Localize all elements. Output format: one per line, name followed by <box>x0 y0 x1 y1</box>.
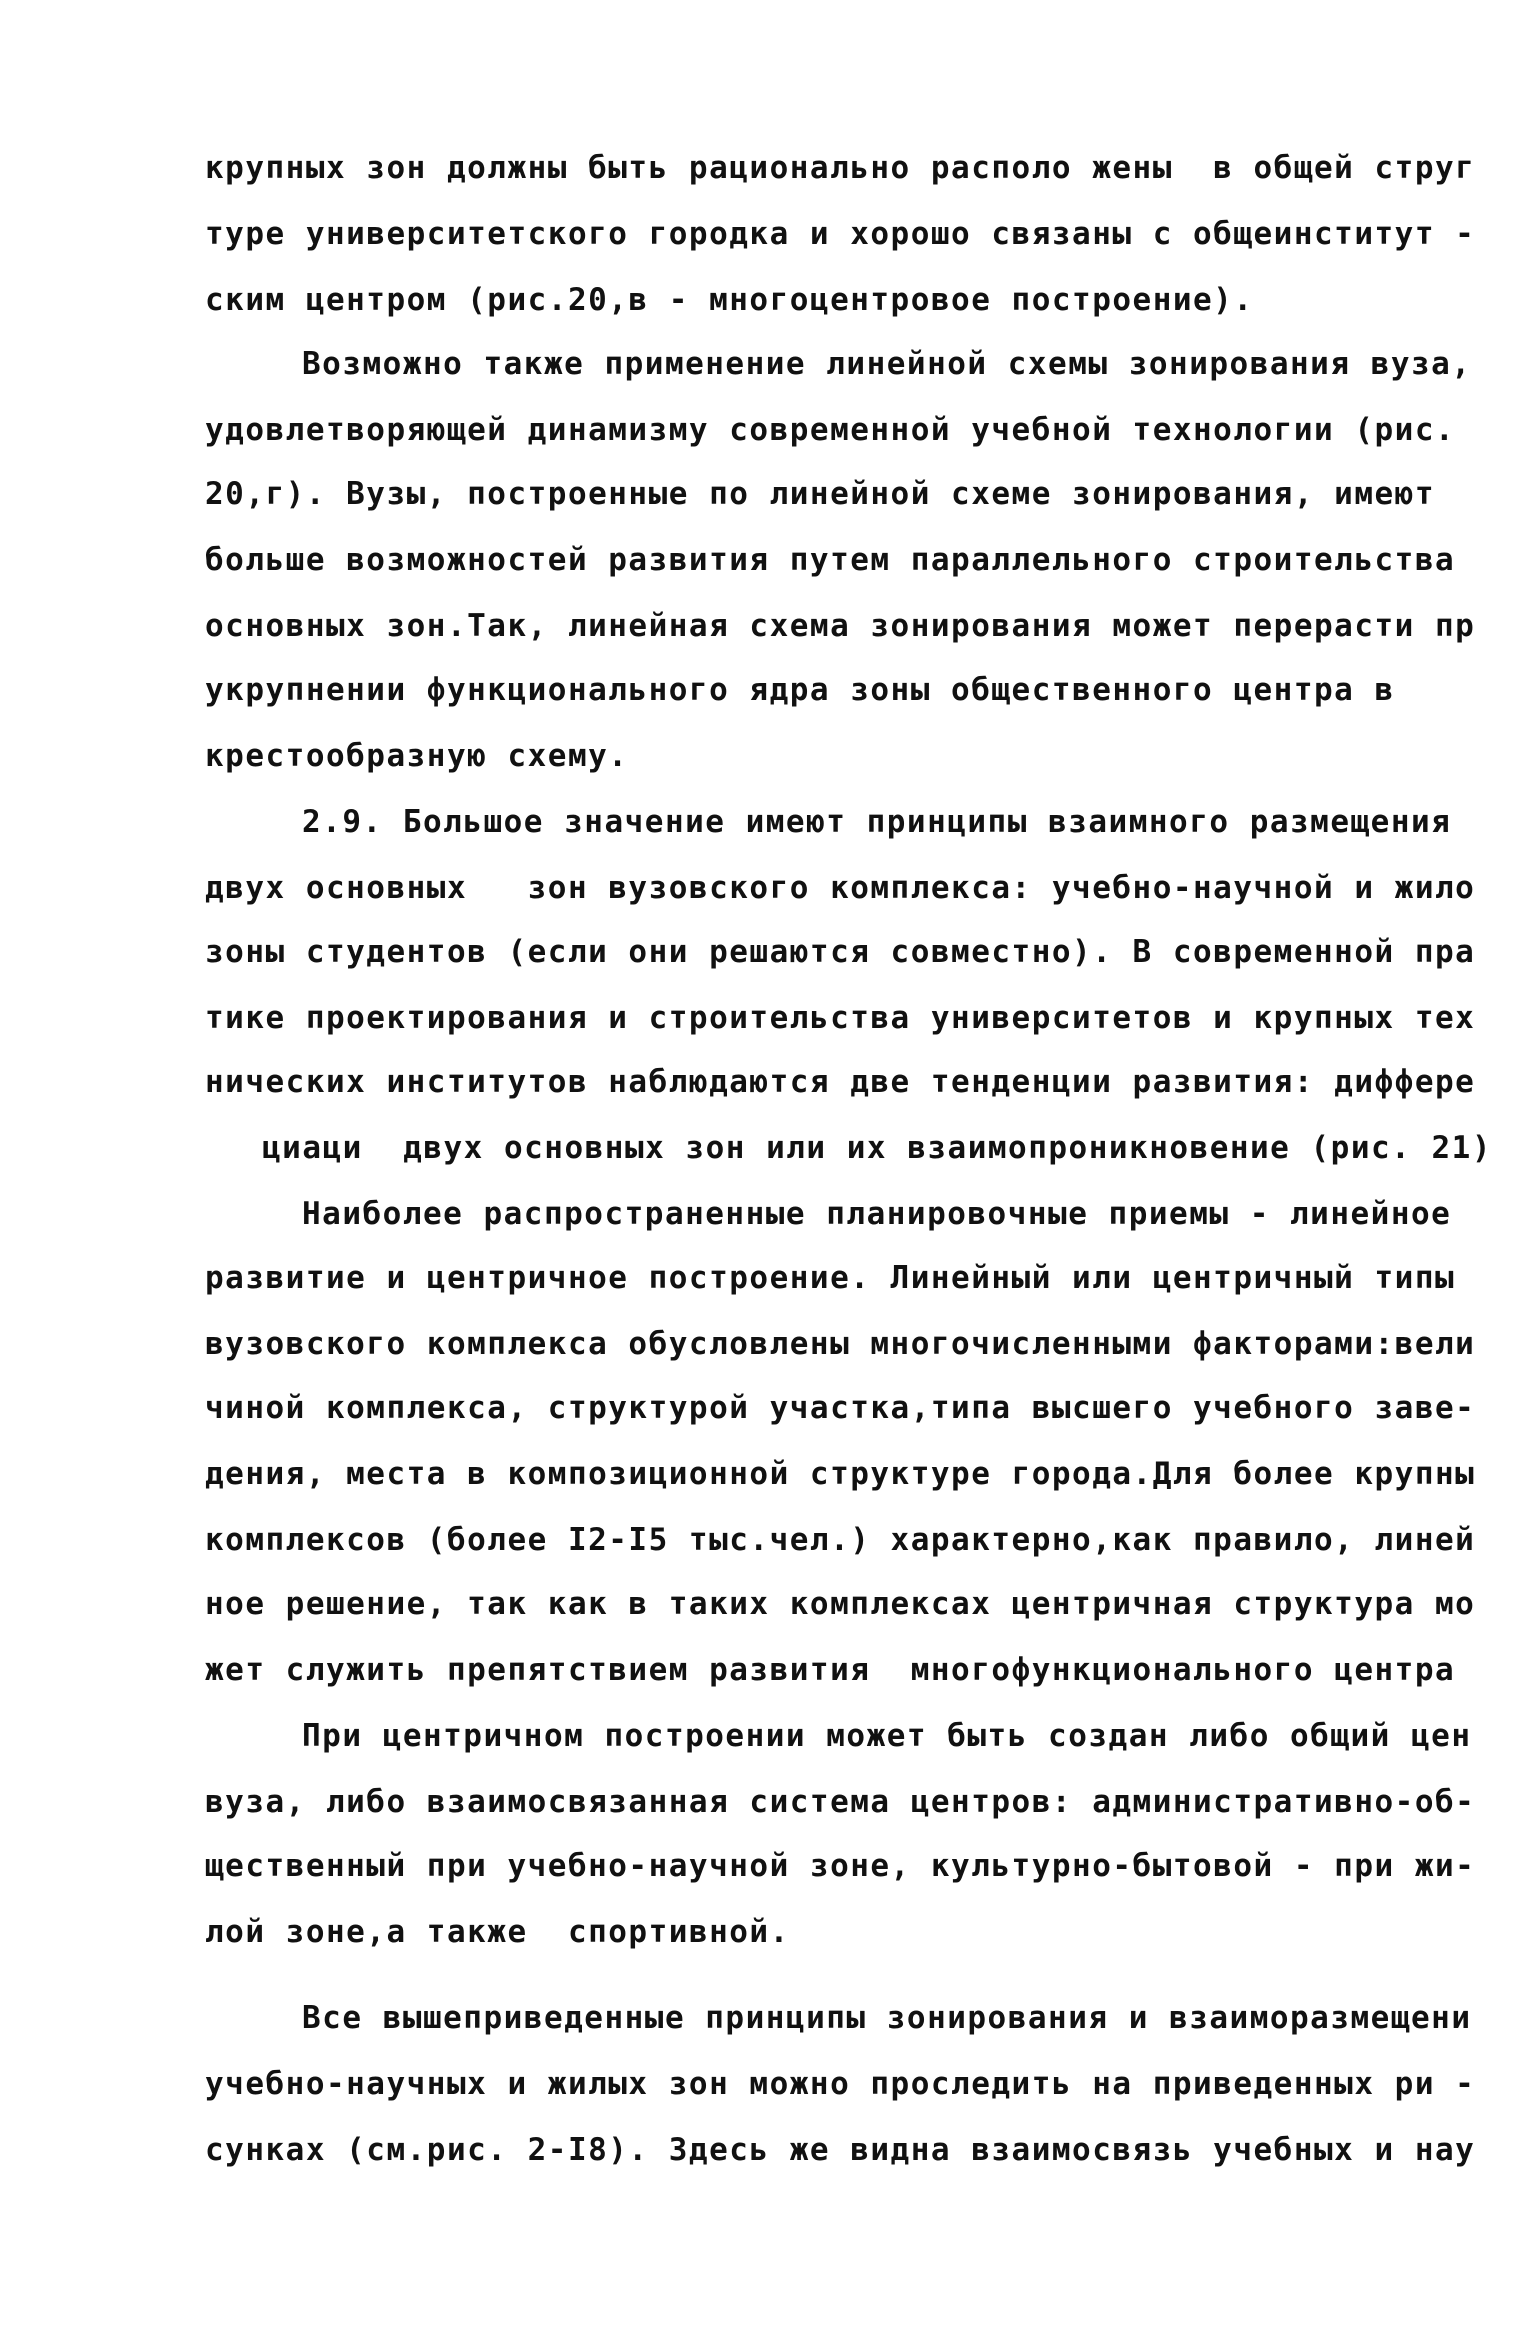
text-line: вузовского комплекса обусловлены многочисленными факторами:вели <box>205 1326 1476 1362</box>
text-line: ное решение, так как в таких комплексах центричная структура мо <box>205 1586 1476 1622</box>
text-line: жет служить препятствием развития многофункционального центра <box>205 1652 1456 1688</box>
text-line: двух основных зон вузовского комплекса: учебно-научной и жило <box>205 870 1476 906</box>
text-line: При центричном построении может быть создан либо общий цен <box>302 1718 1472 1754</box>
text-line: чиной комплекса, структурой участка,типа высшего учебного заве- <box>205 1390 1476 1426</box>
text-line: укрупнении функционального ядра зоны общественного центра в <box>205 672 1395 708</box>
text-line: комплексов (более I2-I5 тыс.чел.) характерно,как правило, линей <box>205 1522 1476 1558</box>
text-line: 20,г). Вузы, построенные по линейной схеме зонирования, имеют <box>205 476 1435 512</box>
text-line: 2.9. Большое значение имеют принципы взаимного размещения <box>302 804 1452 840</box>
text-line: нических институтов наблюдаются две тенденции развития: диффере <box>205 1064 1476 1100</box>
text-line: основных зон.Так, линейная схема зонирования может перерасти пр <box>205 608 1476 644</box>
text-line: зоны студентов (если они решаются совместно). В современной пра <box>205 934 1476 970</box>
text-line: удовлетворяющей динамизму современной учебной технологии (рис. <box>205 412 1456 448</box>
text-line: крестообразную схему. <box>205 738 629 774</box>
text-line: дения, места в композиционной структуре города.Для более крупны <box>205 1456 1476 1492</box>
text-line: учебно-научных и жилых зон можно проследить на приведенных ри - <box>205 2066 1476 2102</box>
text-line: Наиболее распространенные планировочные приемы - линейное <box>302 1196 1452 1232</box>
text-line: тике проектирования и строительства университетов и крупных тех <box>205 1000 1476 1036</box>
text-line: ским центром (рис.20,в - многоцентровое построение). <box>205 282 1254 318</box>
text-line: вуза, либо взаимосвязанная система центров: административно-об- <box>205 1784 1476 1820</box>
text-line: крупных зон должны быть рационально располо жены в общей струг <box>205 150 1476 186</box>
text-line: туре университетского городка и хорошо связаны с общеинститут - <box>205 216 1476 252</box>
text-line: щественный при учебно-научной зоне, культурно-бытовой - при жи- <box>205 1848 1476 1884</box>
text-line: сунках (см.рис. 2-I8). Здесь же видна взаимосвязь учебных и нау <box>205 2132 1476 2168</box>
text-line: развитие и центричное построение. Линейный или центричный типы <box>205 1260 1456 1296</box>
text-line: лой зоне,а также спортивной. <box>205 1914 790 1950</box>
text-line: Возможно также применение линейной схемы зонирования вуза, <box>302 346 1472 382</box>
text-line: циаци двух основных зон или их взаимопроникновение (рис. 21) <box>262 1130 1492 1166</box>
text-line: Все вышеприведенные принципы зонирования и взаиморазмещени <box>302 2000 1472 2036</box>
text-line: больше возможностей развития путем параллельного строительства <box>205 542 1456 578</box>
